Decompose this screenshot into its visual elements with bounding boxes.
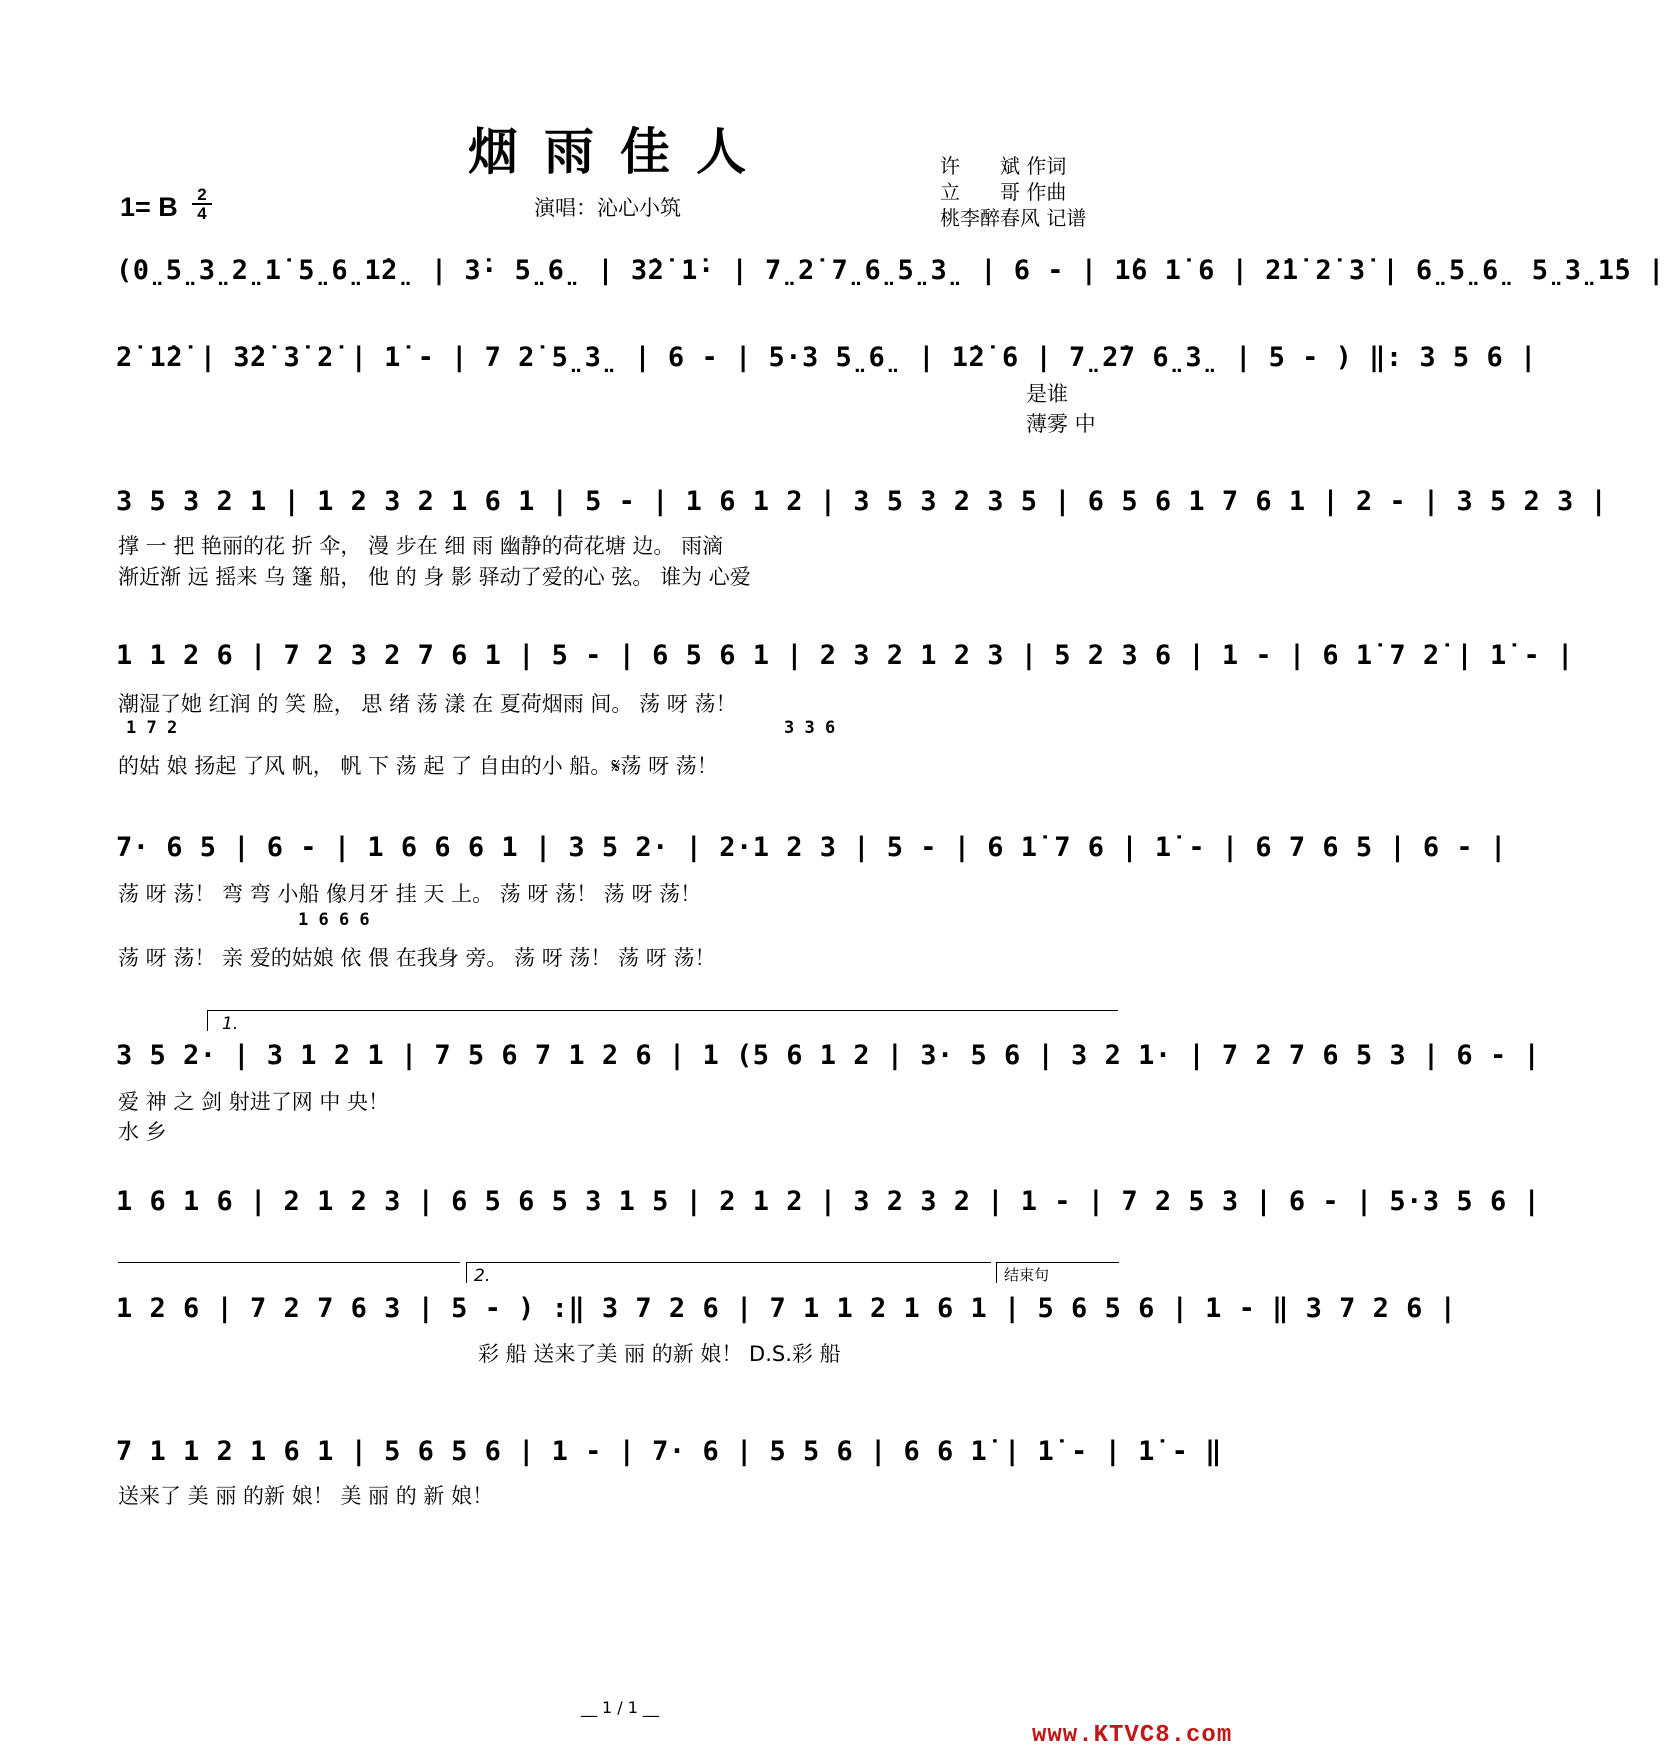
alt-notes-1: 1 7 2 [126, 718, 178, 738]
lyric-line-6b: 水 乡 [118, 1120, 167, 1144]
key-signature: 1= B [120, 192, 178, 222]
score-line-3: 3 5 3 2 1 | 1 2 3 2 1 6 1 | 5 - | 1 6 1 2 | 3 5 3 2 3 5 | 6 5 6 1 7 6 1 | 2 - | 3 5 2 3 | [116, 486, 1608, 517]
score-line-7: 1 6 1 6 | 2 1 2 3 | 6 5 6 5 3 1 5 | 2 1 2 | 3 2 3 2 | 1 - | 7 2 5 3 | 6 - | 5·3 5 6 | [116, 1186, 1541, 1217]
meter-bottom: 4 [192, 203, 212, 222]
site-watermark: www.KTVC8.com [1032, 1722, 1233, 1749]
score-line-2: 2̇ 1̇2̇ | 3̇2̇ 3̇ 2̇ | 1̇ - | 7 2̇ 5̤3̤ | 6 - | 5·3 5̤6̤ | 1̇2̇ 6 | 7̤2̇7 6̤3̤ | 5 - ) ‖: 3 5 6 | [116, 342, 1537, 373]
time-signature [192, 186, 212, 222]
lyric-line-4a: 潮湿了她 红润 的 笑 脸， 思 绪 荡 漾 在 夏荷烟雨 间。 荡 呀 荡！ [118, 692, 737, 716]
lyric-line-2b: 薄雾 中 [1026, 412, 1096, 436]
lyricist-credit: 许 斌 作词 [940, 154, 1067, 178]
transcriber-credit: 桃李醉春风 记谱 [940, 206, 1087, 230]
performer: 演唱：沁心小筑 [534, 196, 681, 220]
lyric-line-9: 送来了 美 丽 的新 娘！ 美 丽 的 新 娘！ [118, 1484, 494, 1508]
composer-credit: 立 哥 作曲 [940, 180, 1067, 204]
score-line-6: 3 5 2· | 3 1 2 1 | 7 5 6 7 1 2 6 | 1 (5 6 1 2 | 3· 5 6 | 3 2 1· | 7 2 7 6 5 3 | 6 - | [116, 1040, 1541, 1071]
lyric-line-4b: 的姑 娘 扬起 了风 帆， 帆 下 荡 起 了 自由的小 船。𝄋荡 呀 荡！ [118, 754, 718, 778]
lyric-line-3a: 撑 一 把 艳丽的花 折 伞， 漫 步在 细 雨 幽静的荷花塘 边。 雨滴 [118, 534, 724, 558]
lyric-line-2a: 是谁 [1026, 382, 1068, 406]
lyric-line-8: 彩 船 送来了美 丽 的新 娘！ D.S.彩 船 [478, 1342, 841, 1366]
volta-2-bracket [466, 1262, 991, 1283]
lyric-line-3b: 渐近渐 远 摇来 乌 篷 船， 他 的 身 影 驿动了爱的心 弦。 谁为 心爱 [118, 565, 751, 589]
lyric-line-6a: 爱 神 之 剑 射进了网 中 央！ [118, 1090, 390, 1114]
score-line-5: 7· 6 5 | 6 - | 1 6 6 6 1 | 3 5 2· | 2·1 2 3 | 5 - | 6 1̇ 7 6 | 1̇ - | 6 7 6 5 | 6 - | [116, 832, 1507, 863]
page-number: __ 1 / 1 __ [580, 1698, 660, 1717]
score-line-9: 7 1 1 2 1 6 1 | 5 6 5 6 | 1 - | 7· 6 | 5 5 6 | 6 6 1̇ | 1̇ - | 1̇ - ‖ [116, 1436, 1222, 1467]
meter-top: 2 [197, 185, 207, 204]
volta-1-continue [118, 1262, 460, 1283]
lyric-line-5a: 荡 呀 荡！ 弯 弯 小船 像月牙 挂 天 上。 荡 呀 荡！ 荡 呀 荡！ [118, 882, 702, 906]
volta-2-label: 2. [474, 1266, 491, 1286]
volta-1-bracket [207, 1010, 1118, 1031]
score-line-4: 1 1 2 6 | 7 2 3 2 7 6 1 | 5 - | 6 5 6 1 | 2 3 2 1 2 3 | 5 2 3 6 | 1 - | 6 1̇ 7 2̇ | 1̇ - | [116, 640, 1574, 671]
score-line-8: 1 2 6 | 7 2 7 6 3 | 5 - ) :‖ 3 7 2 6 | 7 1 1 2 1 6 1 | 5 6 5 6 | 1 - ‖ 3 7 2 6 | [116, 1293, 1457, 1324]
score-line-1: (0̤5̤3̤2̤1̇ 5̤6̤1̇2̤ | 3̇· 5̤6̤ | 3̇2̇ 1̇· | 7̤2̇ 7̤6̤5̤3̤ | 6 - | 1̇6 1̇ 6 | 2̇1̇ 2̇ 3̇ | 6̤5̤6̤ 5̤3̤1̇5 | [116, 255, 1665, 286]
page-title: 烟雨佳人 [468, 122, 772, 181]
alt-notes-3: 1 6 6 6 [298, 910, 370, 930]
volta-1-label: 1. [222, 1014, 239, 1034]
ending-label: 结束句 [1004, 1266, 1050, 1284]
lyric-line-5b: 荡 呀 荡！ 亲 爱的姑娘 依 偎 在我身 旁。 荡 呀 荡！ 荡 呀 荡！ [118, 946, 716, 970]
alt-notes-2: 3 3 6 [784, 718, 836, 738]
